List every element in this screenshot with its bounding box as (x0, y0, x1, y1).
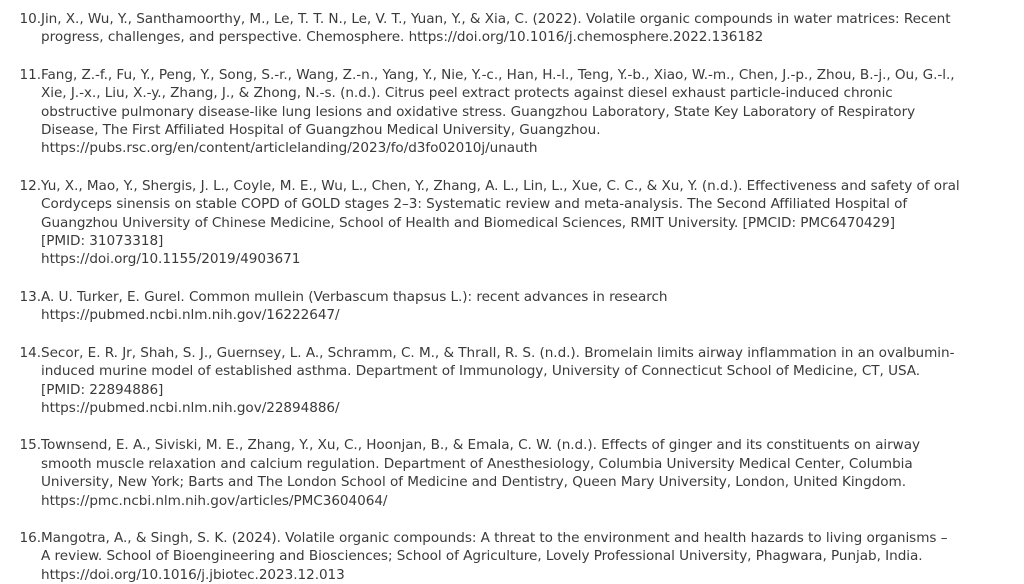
reference-item (12, 529, 1018, 584)
reference-text (41, 436, 1018, 510)
reference-line: Townsend, E. A., Siviski, M. E., Zhang, Y., Xu, C., Hoonjan, B., & Emala, C. W. (n.d.). Effects of ginger and its constituents on airway (41, 437, 920, 454)
reference-url[interactable]: https://pubmed.ncbi.nlm.nih.gov/16222647/ (41, 307, 340, 324)
reference-line: A review. School of Bioengineering and Biosciences; School of Agriculture, Lovely Professional University, Phagwara, Punjab, India. (41, 548, 923, 565)
reference-number: 10. (19, 11, 41, 27)
reference-number: 16. (19, 529, 41, 546)
reference-text (41, 529, 1018, 584)
reference-item (12, 288, 1018, 325)
reference-line: smooth muscle relaxation and calcium regulation. Department of Anesthesiology, Columbia University Medical Center, Columbia (41, 455, 913, 472)
reference-item (12, 10, 1018, 47)
reference-line: Disease, The First Affiliated Hospital of Guangzhou Medical University, Guangzhou. (41, 122, 601, 139)
reference-line: [PMID: 22894886] (41, 381, 164, 398)
reference-text (41, 288, 1018, 325)
reference-item (12, 436, 1018, 510)
reference-number: 13. (19, 288, 41, 305)
reference-number: 15. (19, 437, 41, 454)
reference-line: Cordyceps sinensis on stable COPD of GOLD stages 2–3: Systematic review and meta-analysis. The Second Affiliated Hospital of (41, 196, 908, 213)
reference-line: Secor, E. R. Jr, Shah, S. J., Guernsey, L. A., Schramm, C. M., & Thrall, R. S. (n.d.). Bromelain limits airway inflammation in an ovalbumin- (41, 344, 955, 361)
reference-text (41, 344, 1018, 418)
reference-item (12, 66, 1018, 158)
reference-line: [PMID: 31073318] (41, 233, 164, 250)
reference-line: A. U. Turker, E. Gurel. Common mullein (Verbascum thapsus L.): recent advances in research (41, 288, 668, 305)
reference-url[interactable]: https://doi.org/10.1155/2019/4903671 (41, 251, 301, 268)
reference-text (41, 10, 1018, 47)
reference-item (12, 177, 1018, 269)
reference-line: induced murine model of established asthma. Department of Immunology, University of Connecticut School of Medicine, CT, USA. (41, 363, 921, 380)
reference-url[interactable]: https://doi.org/10.1016/j.jbiotec.2023.12.013 (41, 566, 345, 583)
reference-text (41, 66, 1018, 158)
reference-line: Jin, X., Wu, Y., Santhamoorthy, M., Le, T. T. N., Le, V. T., Yuan, Y., & Xia, C. (2022). Volatile organic compounds in water matrices: Recent (41, 11, 951, 27)
reference-url[interactable]: https://pubmed.ncbi.nlm.nih.gov/22894886/ (41, 399, 340, 416)
reference-number: 11. (19, 66, 41, 83)
reference-url[interactable]: https://pmc.ncbi.nlm.nih.gov/articles/PMC3604064/ (41, 492, 388, 509)
reference-line: obstructive pulmonary disease-like lung lesions and oxidative stress. Guangzhou Laboratory, State Key Laboratory of Respiratory (41, 103, 916, 120)
reference-number: 12. (19, 177, 41, 194)
reference-line: Yu, X., Mao, Y., Shergis, J. L., Coyle, M. E., Wu, L., Chen, Y., Zhang, A. L., Lin, L., Xue, C. C., & Xu, Y. (n.d.). Effectiveness and safety of oral (41, 177, 960, 194)
reference-line: Xie, J.-x., Liu, X.-y., Zhang, J., & Zhong, N.-s. (n.d.). Citrus peel extract protects against diesel exhaust particle-induced chronic (41, 85, 893, 102)
reference-line: University, New York; Barts and The London School of Medicine and Dentistry, Queen Mary University, London, United Kingdom. (41, 474, 907, 491)
reference-line: Mangotra, A., & Singh, S. K. (2024). Volatile organic compounds: A threat to the environment and health hazards to living organisms – (41, 529, 948, 546)
reference-line[interactable]: progress, challenges, and perspective. Chemosphere. https://doi.org/10.1016/j.chemosphere.2022.136182 (41, 29, 764, 46)
reference-text (41, 177, 1018, 269)
reference-line: Fang, Z.-f., Fu, Y., Peng, Y., Song, S.-r., Wang, Z.-n., Yang, Y., Nie, Y.-c., Han, H.-l., Teng, Y.-b., Xiao, W.-m., Chen, J.-p., Zhou, B.-j., Ou, G.-l., (41, 66, 955, 83)
reference-number: 14. (19, 344, 41, 361)
reference-line: Guangzhou University of Chinese Medicine, School of Health and Biomedical Sciences, RMIT University. [PMCID: PMC6470429] (41, 214, 895, 231)
reference-url[interactable]: https://pubs.rsc.org/en/content/articlelanding/2023/fo/d3fo02010j/unauth (41, 140, 538, 157)
reference-item (12, 344, 1018, 418)
